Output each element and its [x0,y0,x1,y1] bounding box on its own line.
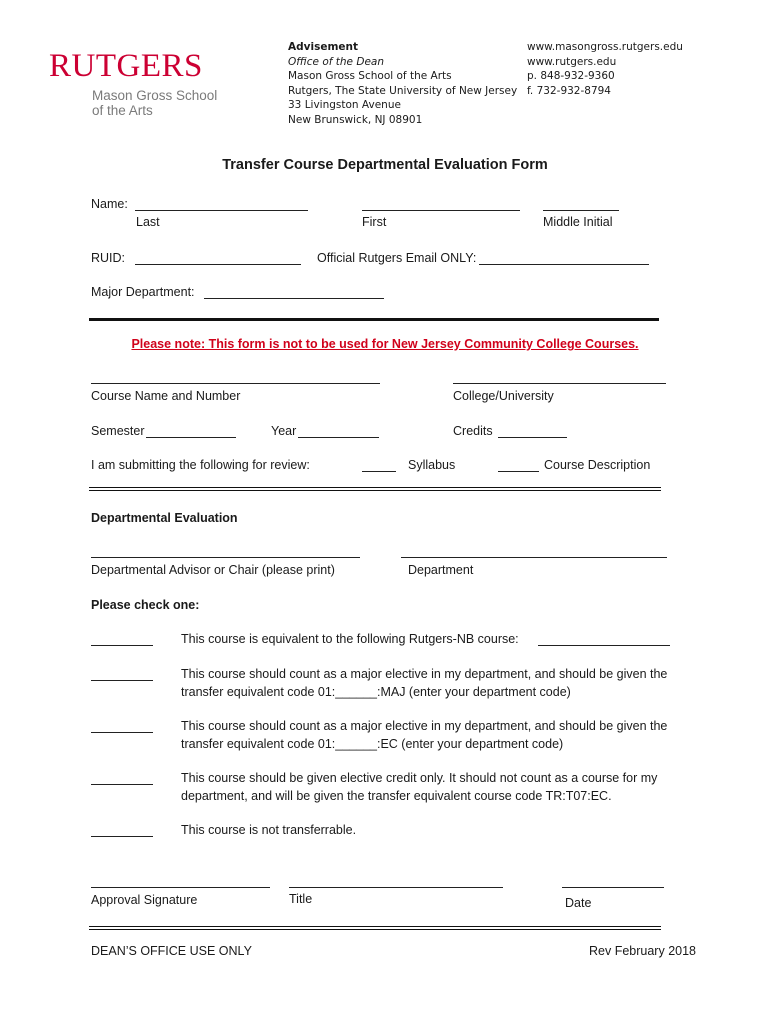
option-equivalent-checkbox[interactable] [91,645,153,646]
community-college-note: Please note: This form is not to be used for New Jersey Community College Courses. [131,337,639,351]
option-elective-credit-line2: department, and will be given the transfer equivalent course code TR:T07:EC. [181,789,612,803]
middle-initial-label: Middle Initial [543,215,613,229]
department-field[interactable] [401,557,667,558]
logo-subtitle-line1: Mason Gross School [92,88,218,103]
approval-signature-field[interactable] [91,887,270,888]
course-description-label: Course Description [544,458,651,472]
college-field[interactable] [453,383,666,384]
option-major-elective-line1: This course should count as a major elective in my department, and should be given the [181,667,668,681]
option-elective-ec-checkbox[interactable] [91,732,153,733]
approval-title-field[interactable] [289,887,503,888]
section-divider-1 [89,318,659,321]
first-label: First [362,215,387,229]
major-department-field[interactable] [204,298,384,299]
ruid-field[interactable] [135,264,301,265]
approval-signature-label: Approval Signature [91,893,198,907]
deans-office-label: DEAN’S OFFICE USE ONLY [91,944,252,958]
check-one-heading: Please check one: [91,598,200,612]
semester-label: Semester [91,424,145,438]
middle-initial-field[interactable] [543,210,619,211]
email-label: Official Rutgers Email ONLY: [317,251,477,265]
option-not-transferrable-text: This course is not transferrable. [181,823,357,837]
course-name-label: Course Name and Number [91,389,241,403]
submitting-label: I am submitting the following for review: [91,458,310,472]
name-label: Name: [91,197,128,211]
form-title: Transfer Course Departmental Evaluation Form [222,157,548,173]
last-name-field[interactable] [135,210,308,211]
departmental-evaluation-heading: Departmental Evaluation [91,511,238,525]
syllabus-checkbox[interactable] [362,471,396,472]
section-divider-3 [89,926,661,930]
header-fax: f. 732-932-8794 [527,84,611,97]
approval-date-field[interactable] [562,887,664,888]
last-label: Last [136,215,160,229]
header-city: New Brunswick, NJ 08901 [288,113,423,126]
email-field[interactable] [479,264,649,265]
option-not-transferrable-checkbox[interactable] [91,836,153,837]
option-elective-credit-checkbox[interactable] [91,784,153,785]
ruid-label: RUID: [91,251,126,265]
header-address [288,40,517,127]
major-department-label: Major Department: [91,285,195,299]
credits-field[interactable] [498,437,567,438]
option-elective-credit-line1: This course should be given elective credit only. It should not count as a course for my [181,771,658,785]
header-street: 33 Livingston Avenue [288,99,401,111]
approval-title-label: Title [289,892,313,906]
logo-wordmark: RUTGERS [49,48,203,84]
header-office: Advisement [288,41,359,53]
credits-label: Credits [453,424,493,438]
revision-date: Rev February 2018 [589,944,697,958]
option-equivalent-text: This course is equivalent to the following Rutgers-NB course: [181,632,519,646]
equivalent-course-field[interactable] [538,645,670,646]
logo-subtitle-line2: of the Arts [92,103,153,118]
option-elective-ec-line2: transfer equivalent code 01:______:EC (enter your department code) [181,737,564,751]
college-label: College/University [453,389,554,403]
header-website-school[interactable]: www.masongross.rutgers.edu [527,41,683,53]
year-field[interactable] [298,437,379,438]
advisor-field[interactable] [91,557,360,558]
header-dean: Office of the Dean [288,55,384,68]
syllabus-label: Syllabus [408,458,456,472]
header-university: Rutgers, The State University of New Jersey [288,84,518,97]
year-label: Year [271,424,297,438]
course-description-checkbox[interactable] [498,471,539,472]
first-name-field[interactable] [362,210,520,211]
semester-field[interactable] [146,437,236,438]
header-website-rutgers[interactable]: www.rutgers.edu [527,55,617,68]
option-elective-ec-line1: This course should count as a major elective in my department, and should be given the [181,719,668,733]
header-contact [527,40,683,98]
department-label: Department [408,563,474,577]
approval-date-label: Date [565,896,592,910]
header-school: Mason Gross School of the Arts [288,70,452,82]
option-major-elective-checkbox[interactable] [91,680,153,681]
advisor-label: Departmental Advisor or Chair (please print) [91,563,335,577]
option-major-elective-line2: transfer equivalent code 01:______:MAJ (enter your department code) [181,685,571,699]
section-divider-2 [89,487,661,491]
header-phone: p. 848-932-9360 [527,70,615,82]
course-name-field[interactable] [91,383,380,384]
